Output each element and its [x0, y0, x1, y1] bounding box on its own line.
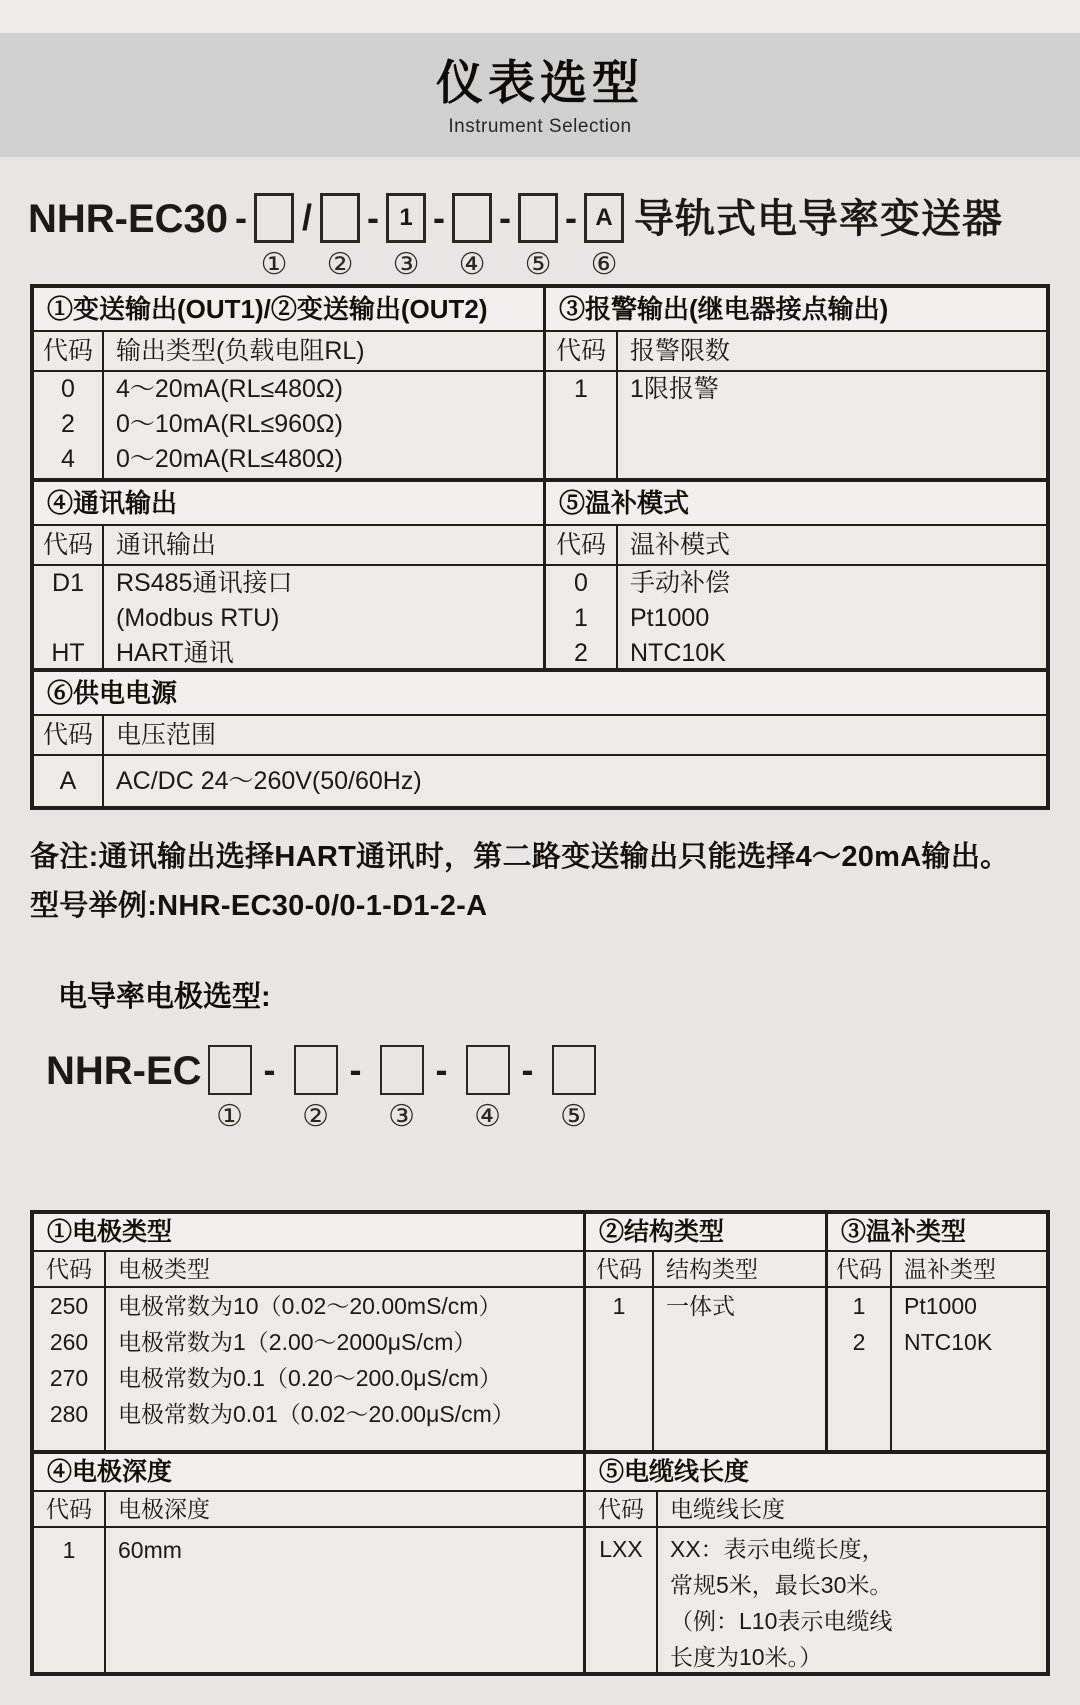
- dash-separator: -: [367, 197, 380, 238]
- code-header: 代码: [586, 1492, 658, 1528]
- dash-separator: -: [499, 197, 512, 238]
- title-banner: [0, 33, 1080, 157]
- label-header: 电缆线长度: [658, 1492, 1046, 1528]
- section-electrode-type: [34, 1214, 586, 1450]
- section-title: ⑥供电电源: [34, 672, 1046, 716]
- transmitter-selection-table: [30, 284, 1050, 810]
- value-cell: [658, 1528, 1046, 1675]
- value-cell: 0～10mA(RL≤960Ω): [116, 410, 343, 438]
- model1-box-6: A: [584, 193, 624, 243]
- section-title: ①变送输出(OUT1)/②变送输出(OUT2): [34, 288, 543, 332]
- value-cell: 4～20mA(RL≤480Ω): [116, 375, 343, 403]
- model1-box-3: 1: [386, 193, 426, 243]
- page-title: 仪表选型: [436, 56, 644, 109]
- dash-separator: -: [263, 1049, 276, 1090]
- model1-box-2: [320, 193, 360, 243]
- section-title: ④电极深度: [34, 1454, 583, 1492]
- value-cell: 一体式: [666, 1293, 735, 1319]
- section-title: ⑤温补模式: [546, 482, 1046, 526]
- value-cell: 电极常数为0.1（0.20～200.0μS/cm）: [118, 1365, 502, 1391]
- model-code-line-1: [28, 193, 1080, 282]
- model2-box-3: [380, 1045, 424, 1095]
- cable-length-line: 常规5米，最长30米。: [670, 1572, 893, 1598]
- code-header: 代码: [586, 1252, 654, 1288]
- note-model-example: 型号举例:NHR-EC30-0/0-1-D1-2-A: [30, 890, 488, 922]
- value-cell: 1限报警: [630, 375, 719, 403]
- section-electrode-depth: [34, 1454, 586, 1675]
- label-header: 电极类型: [106, 1252, 583, 1288]
- section-cable-length: [586, 1454, 1046, 1675]
- cable-length-line: XX：表示电缆长度，: [670, 1536, 885, 1562]
- section-comm-output: [34, 482, 546, 671]
- position-circle-1: ①: [216, 1100, 243, 1133]
- position-circle-4: ④: [474, 1100, 501, 1133]
- section-title: ①电极类型: [34, 1214, 583, 1252]
- dash-separator: -: [235, 197, 248, 238]
- model1-product-name: 导轨式电导率变送器: [634, 197, 1004, 241]
- model1-prefix: NHR-EC30: [28, 197, 229, 241]
- position-circle-1: ①: [260, 248, 288, 281]
- section-alarm-output: [546, 288, 1046, 478]
- position-circle-5: ⑤: [524, 248, 552, 281]
- label-header: 温补类型: [892, 1252, 1046, 1288]
- filler: [586, 1324, 654, 1450]
- code-cell: 1: [586, 1288, 654, 1324]
- section-title: ②结构类型: [586, 1214, 825, 1252]
- code-cell: LXX: [586, 1528, 658, 1675]
- model2-prefix: NHR-EC: [46, 1049, 202, 1093]
- dash-separator: -: [433, 197, 446, 238]
- label-header: 电极深度: [106, 1492, 583, 1528]
- cable-length-line: 长度为10米。）: [670, 1644, 823, 1670]
- position-circle-2: ②: [302, 1100, 329, 1133]
- value-cell: 电极常数为1（2.00～2000μS/cm）: [118, 1329, 477, 1355]
- model1-box-4: [452, 193, 492, 243]
- label-header: 通讯输出: [104, 526, 543, 566]
- code-cell: [34, 601, 104, 636]
- position-circle-6: ⑥: [590, 248, 618, 281]
- page-subtitle: Instrument Selection: [448, 116, 632, 137]
- value-cell: 60mm: [118, 1537, 182, 1563]
- position-circle-5: ⑤: [560, 1100, 587, 1133]
- code-cell: 1: [34, 1528, 106, 1675]
- value-cell: 0～20mA(RL≤480Ω): [116, 445, 343, 473]
- filler: [618, 407, 1046, 478]
- value-cell: (Modbus RTU): [116, 604, 280, 632]
- code-cell: 250: [34, 1288, 106, 1324]
- value-cell: 电极常数为0.01（0.02～20.00μS/cm）: [118, 1401, 515, 1427]
- code-cell: 0: [34, 372, 104, 407]
- slash-separator: /: [302, 197, 313, 238]
- section-transmit-output: [34, 288, 546, 478]
- position-circle-4: ④: [458, 248, 486, 281]
- note-remark: 备注:通讯输出选择HART通讯时，第二路变送输出只能选择4～20mA输出。: [30, 841, 1010, 873]
- code-header: 代码: [34, 716, 104, 756]
- code-cell: A: [34, 756, 104, 806]
- filler: [34, 1432, 106, 1450]
- value-cell: NTC10K: [904, 1329, 993, 1355]
- model1-box-1: [254, 193, 294, 243]
- label-header: 输出类型(负载电阻RL): [104, 332, 543, 372]
- section-structure-type: [586, 1214, 828, 1450]
- section-title: ③报警输出(继电器接点输出): [546, 288, 1046, 332]
- code-cell: D1: [34, 566, 104, 601]
- label-header: 电压范围: [104, 716, 1046, 756]
- value-cell: RS485通讯接口: [116, 569, 293, 597]
- filler: [828, 1360, 892, 1450]
- value-cell: 手动补偿: [630, 569, 731, 597]
- dash-separator: -: [435, 1049, 448, 1090]
- code-header: 代码: [34, 332, 104, 372]
- value-cell: Pt1000: [904, 1293, 977, 1319]
- model2-box-4: [466, 1045, 510, 1095]
- code-cell: 260: [34, 1324, 106, 1360]
- electrode-selection-heading: 电导率电极选型:: [58, 981, 271, 1013]
- code-cell: 2: [546, 636, 618, 671]
- value-cell: AC/DC 24～260V(50/60Hz): [116, 767, 422, 795]
- filler: [104, 477, 543, 478]
- value-cell: NTC10K: [630, 639, 726, 667]
- cable-length-line: （例：L10表示电缆线: [670, 1608, 893, 1634]
- section-title: ⑤电缆线长度: [586, 1454, 1046, 1492]
- position-circle-3: ③: [392, 248, 420, 281]
- model2-box-1: [208, 1045, 252, 1095]
- label-header: 报警限数: [618, 332, 1046, 372]
- code-cell: 1: [828, 1288, 892, 1324]
- filler: [654, 1324, 825, 1450]
- filler: [892, 1360, 1046, 1450]
- code-header: 代码: [546, 526, 618, 566]
- electrode-selection-table: [30, 1210, 1050, 1676]
- position-circle-2: ②: [326, 248, 354, 281]
- code-cell: 1: [546, 372, 618, 407]
- section-power-supply: [34, 672, 1046, 806]
- dash-separator: -: [565, 197, 578, 238]
- value-cell: 电极常数为10（0.02～20.00mS/cm）: [118, 1293, 502, 1319]
- model2-box-2: [294, 1045, 338, 1095]
- filler: [34, 477, 104, 478]
- value-cell: HART通讯: [116, 639, 234, 667]
- value-cell: Pt1000: [630, 604, 710, 632]
- model-code-line-2: [46, 1045, 1080, 1134]
- code-cell: 1: [546, 601, 618, 636]
- model1-box-5: [518, 193, 558, 243]
- section-title: ③温补类型: [828, 1214, 1046, 1252]
- label-header: 温补模式: [618, 526, 1046, 566]
- code-header: 代码: [34, 1492, 106, 1528]
- position-circle-3: ③: [388, 1100, 415, 1133]
- code-cell: 270: [34, 1360, 106, 1396]
- filler: [546, 407, 618, 478]
- code-header: 代码: [34, 1252, 106, 1288]
- code-cell: HT: [34, 636, 104, 671]
- code-cell: 2: [34, 407, 104, 442]
- section-title: ④通讯输出: [34, 482, 543, 526]
- code-header: 代码: [828, 1252, 892, 1288]
- dash-separator: -: [349, 1049, 362, 1090]
- dash-separator: -: [521, 1049, 534, 1090]
- code-cell: 280: [34, 1396, 106, 1432]
- code-header: 代码: [34, 526, 104, 566]
- code-cell: 0: [546, 566, 618, 601]
- code-cell: 2: [828, 1324, 892, 1360]
- filler: [106, 1432, 583, 1450]
- section-temp-comp-mode: [546, 482, 1046, 671]
- label-header: 结构类型: [654, 1252, 825, 1288]
- model2-box-5: [552, 1045, 596, 1095]
- code-cell: 4: [34, 442, 104, 477]
- section-temp-comp-type: [828, 1214, 1046, 1450]
- code-header: 代码: [546, 332, 618, 372]
- top-strip: [0, 0, 1080, 33]
